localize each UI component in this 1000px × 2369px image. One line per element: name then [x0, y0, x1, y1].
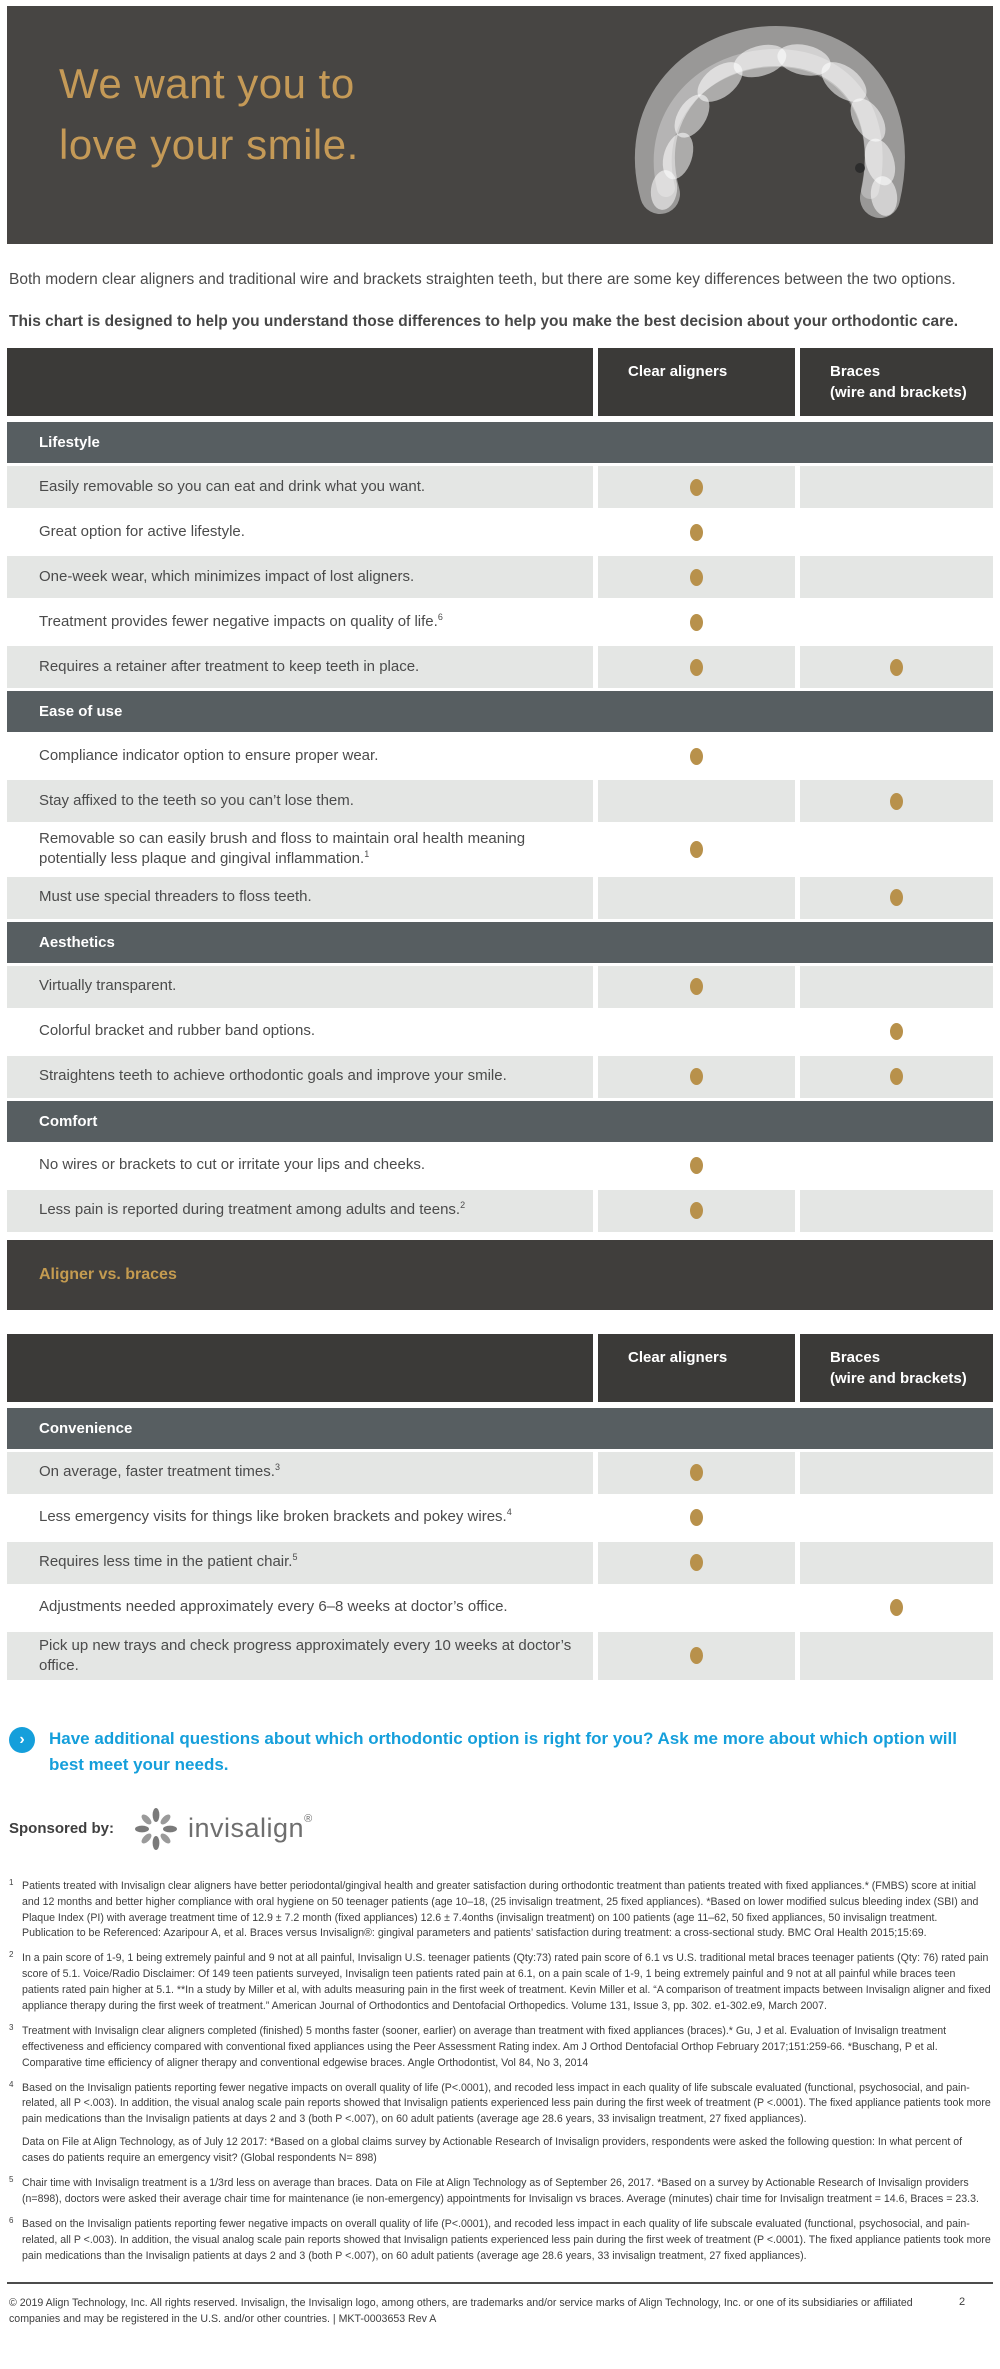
intro-section — [7, 244, 993, 334]
row-label — [7, 1632, 593, 1681]
footnote-number: 6 — [9, 2215, 14, 2225]
section-header-aesthetics: Aesthetics — [7, 922, 993, 963]
footnote-reference: 4 — [506, 1507, 512, 1518]
table1-header-spacer — [7, 348, 593, 416]
dot-cell-braces — [800, 466, 993, 508]
table-row — [7, 780, 993, 822]
column-header-clear-aligners: Clear aligners — [598, 1334, 795, 1402]
chevron-right-circle-icon — [9, 1727, 35, 1753]
row-label-text: Great option for active lifestyle. — [39, 522, 245, 540]
gold-dot-icon — [890, 1068, 903, 1085]
table-row — [7, 735, 993, 777]
table-row — [7, 1497, 993, 1539]
dot-cell-aligners — [598, 877, 795, 919]
dot-cell-aligners — [598, 735, 795, 777]
row-label — [7, 966, 593, 1008]
row-label — [7, 825, 593, 874]
row-label-text: On average, faster treatment times.$^3$ — [39, 1462, 280, 1481]
gold-dot-icon — [890, 659, 903, 676]
footnote-4 — [9, 2081, 991, 2167]
gold-dot-icon — [690, 1068, 703, 1085]
table-row — [7, 1452, 993, 1494]
footnote-paragraph: Chair time with Invisalign treatment is a 1/3rd less on average than braces. Data on File at Align Technology as of September 26, 2017. *Based on a survey by Actionable Research of Invisalign providers (n=898), doctors were asked their average chair time for maintenance (ie non-emergency) appointments for Invisalign vs braces. Average (minutes) chair time for Invisalign treatment = 14.6, Braces = 23.3. — [22, 2176, 979, 2205]
section-header-ease-of-use: Ease of use — [7, 691, 993, 732]
clear-aligner-photo — [608, 16, 938, 241]
footnote-paragraph: Patients treated with Invisalign clear aligners have better periodontal/gingival health and greater satisfaction during orthodontic treatment than patients treated with fixed appliances.* (FMBS) score at initial and 12 months and better higher compliance with oral hygiene on 50 teenager patients (age 10–18, (25 invisalign treatment, 25 fixed appliances). *Based on lower modified sulcus bleeding index (SBI) and Plaque Index (PI) with average treatment time of 12.9 ± 7.2 month (fixed appliances) 12.6 ± 7.4onths (invisalign treatment) on 100 patients (age 11–62, 50 fixed appliances, 50 invisalign treatment. Publication to be Referenced: Azaripour A, et al. Braces versus Invisalign®: gingival parameters and patients’ satisfaction during treatment: a cross-sectional study. BMC Oral Health 2015;15:69. — [22, 1879, 979, 1940]
section-header-lifestyle: Lifestyle — [7, 422, 993, 463]
dot-cell-braces — [800, 1190, 993, 1232]
row-label — [7, 877, 593, 919]
invisalign-logo — [132, 1805, 313, 1853]
cta-text: Have additional questions about which orthodontic option is right for you? Ask me more about which option will best meet your needs. — [49, 1729, 957, 1775]
comparison-table-1 — [7, 348, 993, 1232]
footnotes-section — [7, 1879, 993, 2265]
footnote-reference: 2 — [460, 1200, 466, 1211]
dot-cell-aligners — [598, 1011, 795, 1053]
row-label-text: Adjustments needed approximately every 6–8 weeks at doctor’s office. — [39, 1598, 508, 1616]
row-label — [7, 1190, 593, 1232]
column-header-clear-aligners: Clear aligners — [598, 348, 795, 416]
row-label-text: Requires less time in the patient chair.$^5$ — [39, 1552, 298, 1571]
comparison-table-2 — [7, 1334, 993, 1681]
dot-cell-braces — [800, 511, 993, 553]
column-header-braces-line1: Braces — [830, 363, 881, 381]
footnote-reference: 1 — [364, 849, 370, 860]
row-label-text: Must use special threaders to floss teeth. — [39, 888, 312, 906]
footnote-reference: 6 — [437, 611, 443, 622]
dot-cell-aligners — [598, 1542, 795, 1584]
dot-cell-braces — [800, 1587, 993, 1629]
cta-callout — [7, 1726, 993, 1779]
footnote-1 — [9, 1879, 991, 1943]
dot-cell-braces — [800, 601, 993, 643]
row-label — [7, 556, 593, 598]
dot-cell-aligners — [598, 601, 795, 643]
row-label — [7, 1452, 593, 1494]
footnote-number: 5 — [9, 2174, 14, 2184]
footnote-number: 3 — [9, 2022, 14, 2032]
row-label-text: Compliance indicator option to ensure proper wear. — [39, 746, 379, 764]
footnote-number: 2 — [9, 1950, 14, 1960]
table2-header-spacer — [7, 1334, 593, 1402]
page-footer — [7, 2282, 993, 2328]
table-row — [7, 601, 993, 643]
footnote-paragraph: In a pain score of 1-9, 1 being extremely painful and 9 not at all painful, Invisalign U.S. teenager patients (Qty:73) rated pain score of 6.1 vs U.S. traditional metal braces teenager patients (Qty: 76) rated pain score of 5.1. Voice/Radio Disclaimer: Of 149 teen patients surveyed, Invisalign teen patients rated pain at 6.1, on a pain scale of 1-9, 1 being extremely painful and 9 not at all painful while braces teen patients rated pain higher at 5.1. **In a study by Miller et al, with adults measuring pain in the first week of treatment. Kevin Miller et al. “A comparison of treatment impacts between Invisalign aligner and fixed appliance therapy during the first week of treatment.” American Journal of Orthodontics and Dentofacial Orthopedics. Volume 131, Issue 3, pp. 302. e1-302.e9, March 2007. — [22, 1952, 991, 2012]
banner-label: Aligner vs. braces — [39, 1265, 177, 1283]
gold-dot-icon — [690, 1202, 703, 1219]
row-label-text: Pick up new trays and check progress approximately every 10 weeks at doctor’s office. — [39, 1636, 572, 1674]
table-row — [7, 1542, 993, 1584]
table-row — [7, 1145, 993, 1187]
gold-dot-icon — [690, 748, 703, 765]
footnote-reference: 5 — [292, 1552, 298, 1563]
row-label-text: One-week wear, which minimizes impact of lost aligners. — [39, 567, 415, 585]
row-label-text: Less pain is reported during treatment among adults and teens.$^2$ — [39, 1200, 466, 1219]
table-row — [7, 646, 993, 688]
gold-dot-icon — [690, 978, 703, 995]
intro-paragraph-bold: This chart is designed to help you understand those differences to help you make the best decision about your orthodontic care. — [9, 313, 959, 331]
dot-cell-braces — [800, 556, 993, 598]
row-label — [7, 646, 593, 688]
dot-cell-aligners — [598, 511, 795, 553]
section-header-convenience: Convenience — [7, 1408, 993, 1449]
gold-dot-icon — [690, 1647, 703, 1664]
dot-cell-aligners — [598, 825, 795, 874]
row-label — [7, 1587, 593, 1629]
row-label — [7, 601, 593, 643]
registered-mark: ® — [304, 1813, 313, 1826]
row-label-text: No wires or brackets to cut or irritate your lips and cheeks. — [39, 1156, 425, 1174]
gold-dot-icon — [690, 569, 703, 586]
sponsor-row — [7, 1805, 993, 1853]
dot-cell-braces — [800, 646, 993, 688]
intro-paragraph: Both modern clear aligners and traditional wire and brackets straighten teeth, but there are some key differences between the two options. — [9, 271, 956, 288]
dot-cell-braces — [800, 877, 993, 919]
gold-dot-icon — [690, 524, 703, 541]
dot-cell-braces — [800, 1542, 993, 1584]
column-header-braces — [800, 1334, 993, 1402]
dot-cell-aligners — [598, 646, 795, 688]
footnote-number: 4 — [9, 2079, 14, 2089]
row-label-text: Less emergency visits for things like broken brackets and pokey wires.$^4$ — [39, 1507, 512, 1526]
gold-dot-icon — [890, 1599, 903, 1616]
dot-cell-braces — [800, 825, 993, 874]
dot-cell-aligners — [598, 1497, 795, 1539]
gold-dot-icon — [690, 614, 703, 631]
page-title-line1: We want you to — [59, 60, 355, 107]
column-header-braces-line2: (wire and brackets) — [830, 384, 967, 402]
chevron-glyph: › — [19, 1731, 25, 1749]
table2-body — [7, 1408, 993, 1681]
dot-cell-aligners — [598, 556, 795, 598]
dot-cell-aligners — [598, 1190, 795, 1232]
row-label — [7, 1542, 593, 1584]
hero-banner — [7, 6, 993, 244]
dot-cell-aligners — [598, 1587, 795, 1629]
dot-cell-aligners — [598, 1145, 795, 1187]
table1-header-row — [7, 348, 993, 416]
gold-dot-icon — [890, 1023, 903, 1040]
table-row — [7, 877, 993, 919]
table-row — [7, 1632, 993, 1681]
footnote-6 — [9, 2217, 991, 2265]
row-label-text: Virtually transparent. — [39, 977, 177, 995]
column-header-braces-line1: Braces — [830, 1348, 881, 1366]
table2-header-row — [7, 1334, 993, 1402]
sponsored-by-label: Sponsored by: — [9, 1820, 115, 1838]
dot-cell-aligners — [598, 1056, 795, 1098]
footnote-5 — [9, 2176, 991, 2208]
dot-cell-braces — [800, 735, 993, 777]
dot-cell-braces — [800, 1056, 993, 1098]
table-row — [7, 1011, 993, 1053]
gold-dot-icon — [890, 889, 903, 906]
table-row — [7, 1190, 993, 1232]
row-label — [7, 780, 593, 822]
row-label — [7, 511, 593, 553]
page-title — [59, 54, 359, 176]
row-label — [7, 1497, 593, 1539]
dot-cell-aligners — [598, 1632, 795, 1681]
dot-cell-aligners — [598, 1452, 795, 1494]
gold-dot-icon — [890, 793, 903, 810]
footnote-paragraph: Based on the Invisalign patients reporting fewer negative impacts on overall quality of life (P<.0001), and recoded less impact in each quality of life subscale evaluated (functional, psychosocial, and pain-related, all P <.003). In addition, the visual analog scale pain reports showed that Invisalign patients experienced less pain during the first week of treatment (P <.0001). The fixed appliance patients took more pain medications than the Invisalign patients at days 2 and 3 (both P <.007), on 60 adult patients (average age 28.6 years, 33 invisalign treatment, 27 fixed appliances). — [22, 2081, 991, 2126]
section-header-comfort: Comfort — [7, 1101, 993, 1142]
dot-cell-aligners — [598, 466, 795, 508]
aligner-vs-braces-banner — [7, 1240, 993, 1310]
row-label-text: Straightens teeth to achieve orthodontic goals and improve your smile. — [39, 1067, 507, 1085]
invisalign-wordmark: invisalign® — [188, 1813, 313, 1844]
row-label — [7, 1145, 593, 1187]
dot-cell-braces — [800, 780, 993, 822]
row-label-text: Removable so can easily brush and floss to maintain oral health meaning potentially less plaque and gingival inflammation.$^1$ — [39, 830, 526, 868]
row-label — [7, 1056, 593, 1098]
row-label-text: Stay affixed to the teeth so you can’t lose them. — [39, 791, 354, 809]
footnote-2 — [9, 1951, 991, 2015]
row-label — [7, 735, 593, 777]
dot-cell-braces — [800, 1011, 993, 1053]
dot-cell-aligners — [598, 780, 795, 822]
column-header-braces-line2: (wire and brackets) — [830, 1369, 967, 1387]
gold-dot-icon — [690, 479, 703, 496]
footnote-paragraph: Data on File at Align Technology, as of July 12 2017: *Based on a global claims survey by Actionable Research of Invisalign providers, respondents were asked the following question: In what percent of cases do patients require an emergency visit? (Global respondents N= 898) — [22, 2136, 963, 2165]
footnote-reference: 3 — [274, 1462, 280, 1473]
page-number: 2 — [959, 2296, 966, 2309]
table-row — [7, 466, 993, 508]
table1-body — [7, 422, 993, 1232]
footnote-paragraph: Based on the Invisalign patients reporting fewer negative impacts on overall quality of life (P<.0001), and recoded less impact in each quality of life subscale evaluated (functional, psychosocial, and pain-related, all P <.003). In addition, the visual analog scale pain reports showed that Invisalign patients experienced less pain during the first week of treatment (P <.0001). The fixed appliance patients took more pain medications than the Invisalign patients at days 2 and 3 (both P <.007), on 60 adult patients (average age 28.6 years, 33 invisalign treatment, 27 fixed appliances). — [22, 2217, 991, 2262]
gold-dot-icon — [690, 1464, 703, 1481]
gold-dot-icon — [690, 841, 703, 858]
invisalign-starburst-icon — [132, 1805, 180, 1853]
row-label-text: Colorful bracket and rubber band options. — [39, 1022, 316, 1040]
footnote-3 — [9, 2024, 991, 2072]
copyright-text: © 2019 Align Technology, Inc. All rights reserved. Invisalign, the Invisalign logo, among others, are trademarks and/or service marks of Align Technology, Inc. or one of its subsidiaries or affiliated companies and may be registered in the U.S. and/or other countries. | MKT-0003653 Rev A — [9, 2297, 913, 2326]
row-label-text: Easily removable so you can eat and drink what you want. — [39, 477, 426, 495]
dot-cell-braces — [800, 1632, 993, 1681]
row-label-text: Requires a retainer after treatment to keep teeth in place. — [39, 657, 420, 675]
footnote-number: 1 — [9, 1877, 14, 1887]
table-row — [7, 511, 993, 553]
gold-dot-icon — [690, 1554, 703, 1571]
dot-cell-aligners — [598, 966, 795, 1008]
row-label — [7, 466, 593, 508]
dot-cell-braces — [800, 1497, 993, 1539]
table-row — [7, 966, 993, 1008]
page-title-line2: love your smile. — [59, 120, 359, 168]
table-row — [7, 825, 993, 874]
dot-cell-braces — [800, 966, 993, 1008]
dot-cell-braces — [800, 1145, 993, 1187]
compliance-indicator-dot — [855, 163, 865, 173]
column-header-braces — [800, 348, 993, 416]
row-label-text: Treatment provides fewer negative impacts on quality of life.$^6$ — [39, 611, 443, 630]
gold-dot-icon — [690, 659, 703, 676]
table-row — [7, 556, 993, 598]
footnote-paragraph: Treatment with Invisalign clear aligners completed (finished) 5 months faster (sooner, earlier) on average than treatment with fixed appliances (braces).* Gu, J et al. Evaluation of Invisalign treatment effectiveness and efficiency compared with conventional fixed appliances using the Peer Assessment Rating index. Am J Orthod Dentofacial Orthop February 2017;151:259-66. *Buschang, P et al. Comparative time efficiency of aligner therapy and conventional edgewise braces. Angle Orthodontist, Vol 84, No 3, 2014 — [22, 2024, 947, 2069]
dot-cell-braces — [800, 1452, 993, 1494]
table-row — [7, 1056, 993, 1098]
gold-dot-icon — [690, 1157, 703, 1174]
gold-dot-icon — [690, 1509, 703, 1526]
table-row — [7, 1587, 993, 1629]
row-label — [7, 1011, 593, 1053]
